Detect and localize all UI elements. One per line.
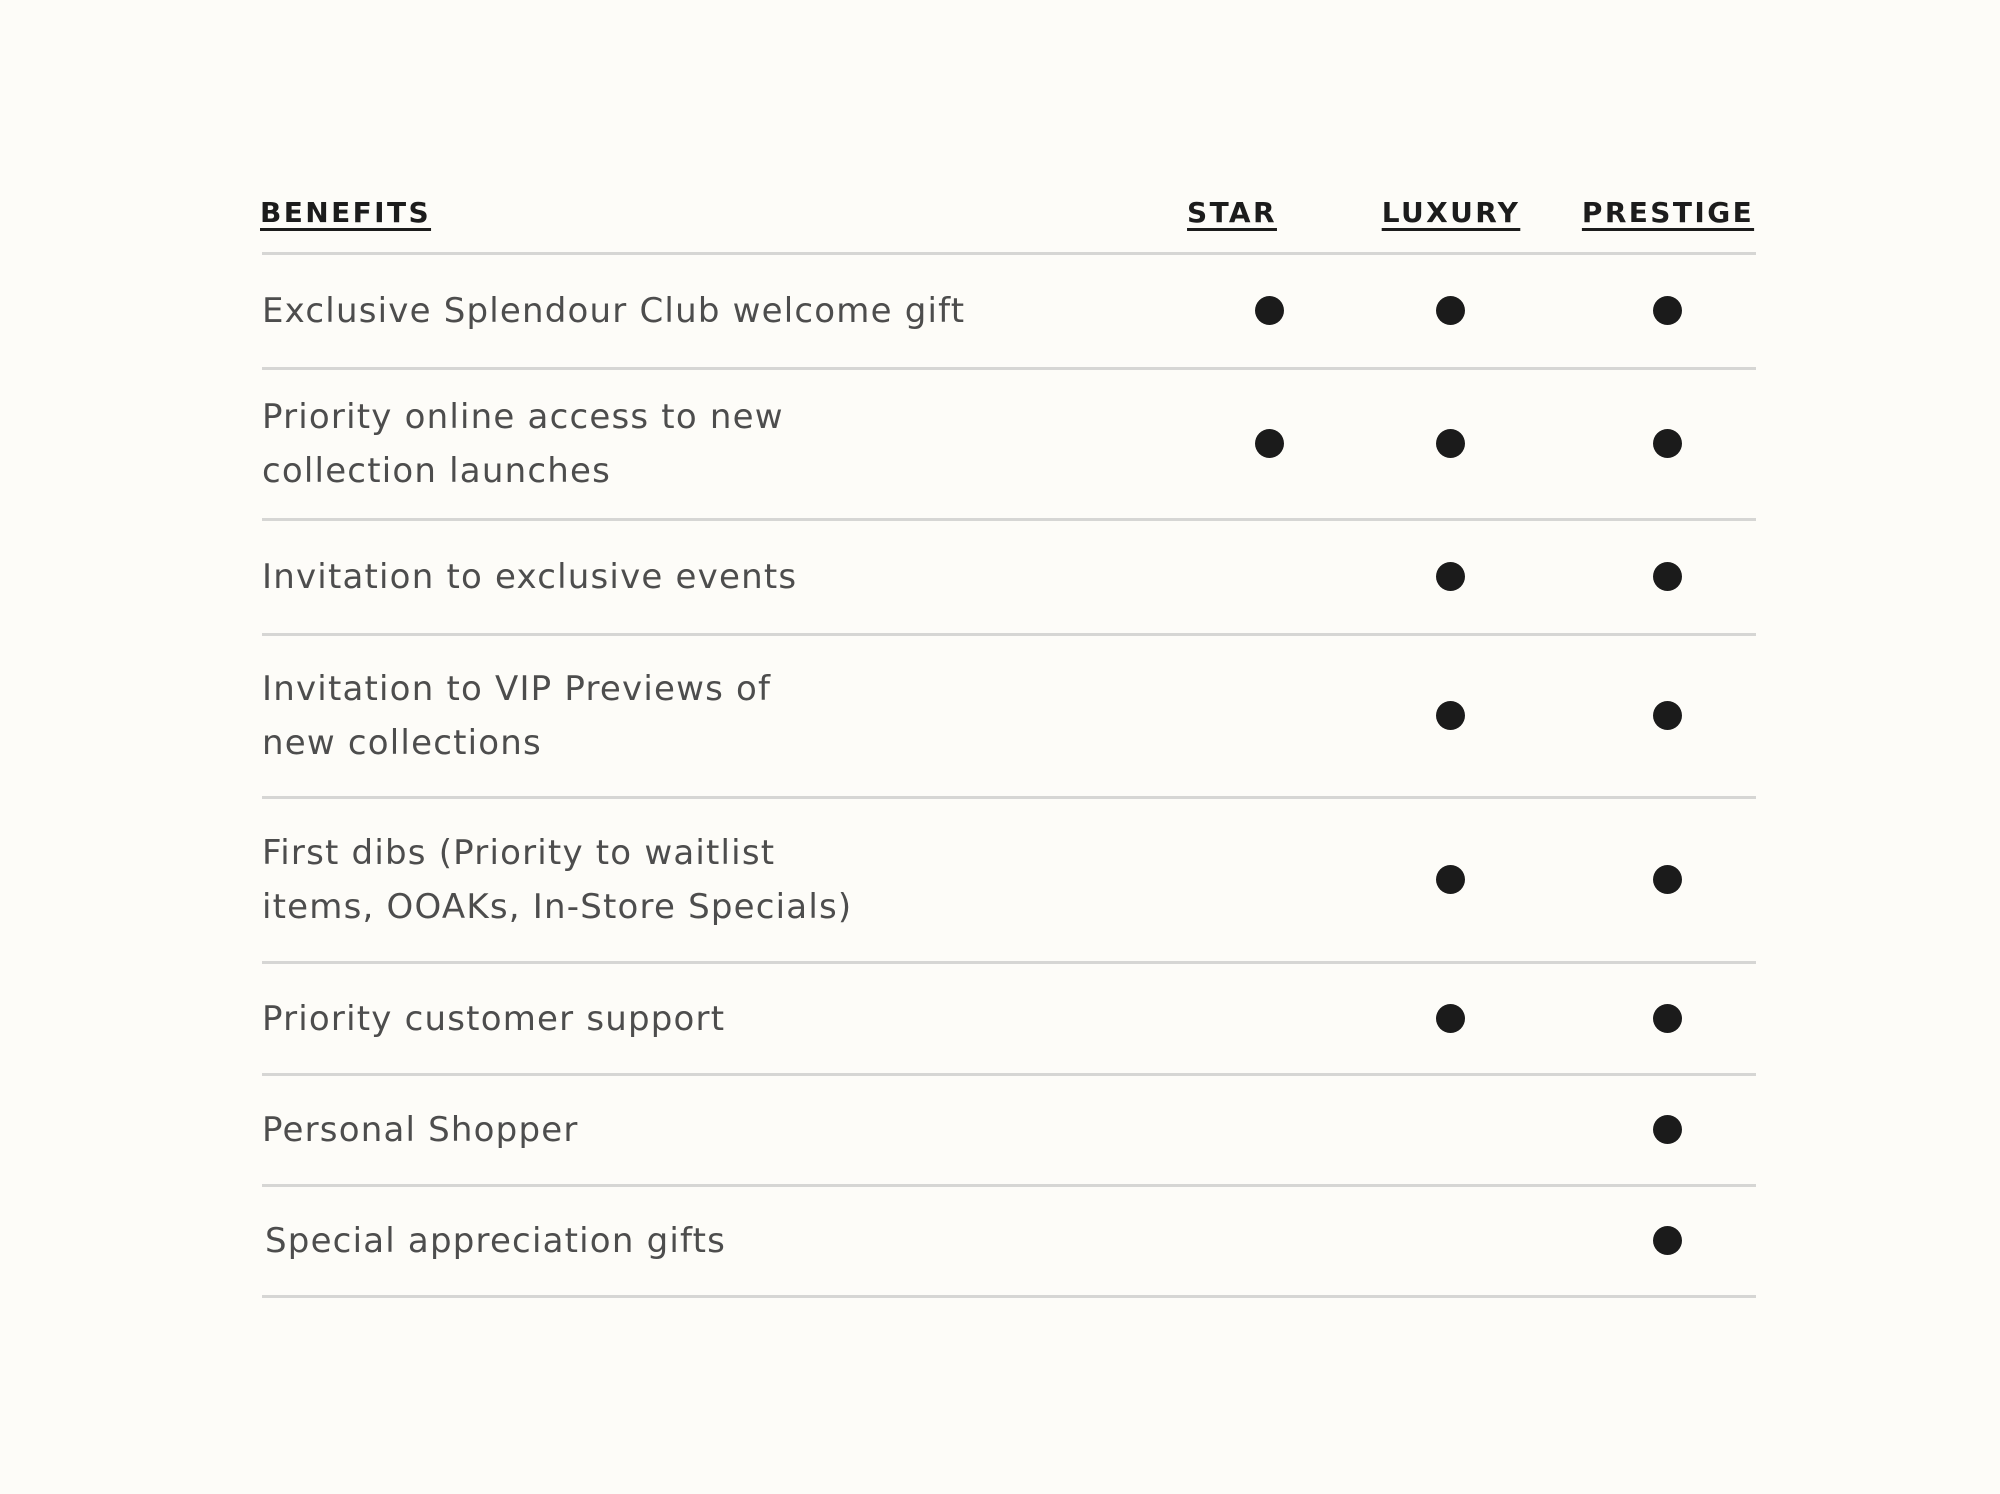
star-included-dot-icon: [1255, 296, 1284, 325]
star-included-dot-icon: [1255, 429, 1284, 458]
benefit-label-line: Personal Shopper: [262, 1110, 579, 1150]
table-row: [262, 799, 1756, 964]
benefit-label: [262, 826, 852, 934]
table-row: [262, 964, 1756, 1076]
benefit-label-line: Priority online access to new: [262, 397, 784, 437]
prestige-included-dot-icon: [1653, 1004, 1682, 1033]
prestige-included-dot-icon: [1653, 1226, 1682, 1255]
benefit-label-line: items, OOAKs, In-Store Specials): [262, 887, 853, 927]
prestige-included-dot-icon: [1653, 296, 1682, 325]
benefit-label-line: Invitation to exclusive events: [262, 557, 798, 597]
benefit-label-line: Priority customer support: [262, 998, 726, 1039]
benefit-label: [262, 390, 784, 498]
table-row: [262, 370, 1756, 521]
header-benefits: BENEFITS: [260, 196, 432, 229]
benefit-label: [262, 992, 725, 1046]
benefit-label-line: collection launches: [262, 451, 611, 491]
luxury-included-dot-icon: [1436, 701, 1465, 730]
benefit-label: [262, 1103, 579, 1157]
table-header: [262, 190, 1756, 255]
luxury-included-dot-icon: [1436, 562, 1465, 591]
benefit-label-line: new collections: [262, 723, 542, 763]
benefit-label: [262, 284, 965, 338]
prestige-included-dot-icon: [1653, 701, 1682, 730]
benefit-label: [265, 1214, 726, 1268]
prestige-included-dot-icon: [1653, 429, 1682, 458]
luxury-included-dot-icon: [1436, 429, 1465, 458]
prestige-included-dot-icon: [1653, 865, 1682, 894]
table-row: [262, 521, 1756, 636]
benefit-label-line: Special appreciation gifts: [265, 1221, 727, 1261]
prestige-included-dot-icon: [1653, 1115, 1682, 1144]
benefit-label-line: Exclusive Splendour Club welcome gift: [262, 291, 966, 331]
prestige-included-dot-icon: [1653, 562, 1682, 591]
table-row: [262, 636, 1756, 799]
benefit-label-line: Invitation to VIP Previews of: [262, 669, 772, 709]
luxury-included-dot-icon: [1436, 1004, 1465, 1033]
benefits-table: [262, 190, 1756, 1298]
header-luxury: LUXURY: [1381, 196, 1521, 229]
luxury-included-dot-icon: [1436, 865, 1465, 894]
benefit-label: [262, 550, 797, 604]
header-star: STAR: [1187, 196, 1277, 229]
benefit-label-line: First dibs (Priority to waitlist: [262, 833, 776, 873]
luxury-included-dot-icon: [1436, 296, 1465, 325]
table-row: [262, 255, 1756, 370]
header-prestige: PRESTIGE: [1581, 196, 1755, 229]
table-row: [262, 1076, 1756, 1187]
table-row: [262, 1187, 1756, 1298]
benefit-label: [262, 662, 771, 770]
